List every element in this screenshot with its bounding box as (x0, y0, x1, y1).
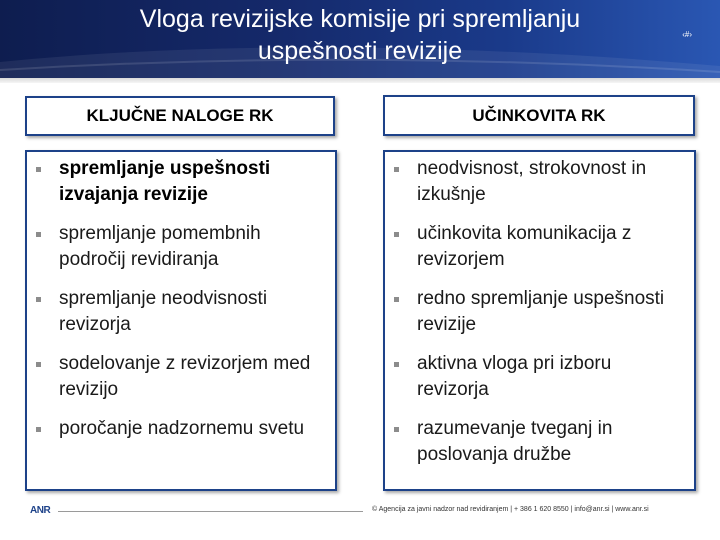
list-item (27, 416, 335, 442)
title-banner (0, 0, 720, 78)
list-item-text: sodelovanje z revizorjem med revizijo (59, 353, 311, 400)
bullet-marker-icon (394, 297, 399, 302)
bullet-marker-icon (36, 362, 41, 367)
slide-title-line-2: uspešnosti revizije (257, 37, 463, 65)
effective-committee-list (385, 156, 694, 481)
list-item-text: neodvisnost, strokovnost in izkušnje (417, 158, 647, 205)
header-divider (0, 78, 720, 83)
footer-divider (58, 511, 363, 512)
list-item (385, 221, 694, 273)
list-item (27, 156, 335, 208)
list-item-text: razumevanje tveganj in poslovanja družbe (417, 418, 613, 465)
effective-committee-list-box (383, 150, 696, 491)
bullet-marker-icon (36, 297, 41, 302)
footer-contact-info: © Agencija za javni nadzor nad revidiranjem | + 386 1 620 8550 | info@anr.si | www.anr.si (372, 506, 649, 513)
key-tasks-list-box (25, 150, 337, 491)
list-item-text: poročanje nadzornemu svetu (59, 418, 305, 439)
list-item (385, 351, 694, 403)
bullet-marker-icon (394, 362, 399, 367)
list-item-text: učinkovita komunikacija z revizorjem (417, 223, 632, 270)
slide-title (40, 3, 680, 67)
bullet-marker-icon (394, 232, 399, 237)
bullet-marker-icon (36, 167, 41, 172)
list-item (27, 286, 335, 338)
effective-committee-heading: UČINKOVITA RK (472, 105, 606, 125)
list-item (27, 351, 335, 403)
key-tasks-heading: KLJUČNE NALOGE RK (86, 106, 274, 125)
anr-logo: ANR (30, 505, 51, 516)
list-item-text: spremljanje pomembnih področij revidiranja (59, 223, 261, 270)
key-tasks-list (27, 156, 335, 455)
list-item-text: spremljanje uspešnosti izvajanja revizije (59, 158, 271, 205)
bullet-marker-icon (36, 232, 41, 237)
list-item (385, 416, 694, 468)
list-item-text: redno spremljanje uspešnosti revizije (417, 288, 665, 335)
slide-title-line-1: Vloga revizijske komisije pri spremljanju (139, 5, 581, 33)
page-number: ‹#› (682, 30, 692, 39)
list-item-text: spremljanje neodvisnosti revizorja (59, 288, 268, 335)
bullet-marker-icon (36, 427, 41, 432)
bullet-marker-icon (394, 167, 399, 172)
list-item (385, 286, 694, 338)
effective-committee-heading-box (383, 95, 695, 136)
key-tasks-heading-box (25, 96, 335, 136)
bullet-marker-icon (394, 427, 399, 432)
list-item (385, 156, 694, 208)
list-item-text: aktivna vloga pri izboru revizorja (417, 353, 612, 400)
list-item (27, 221, 335, 273)
